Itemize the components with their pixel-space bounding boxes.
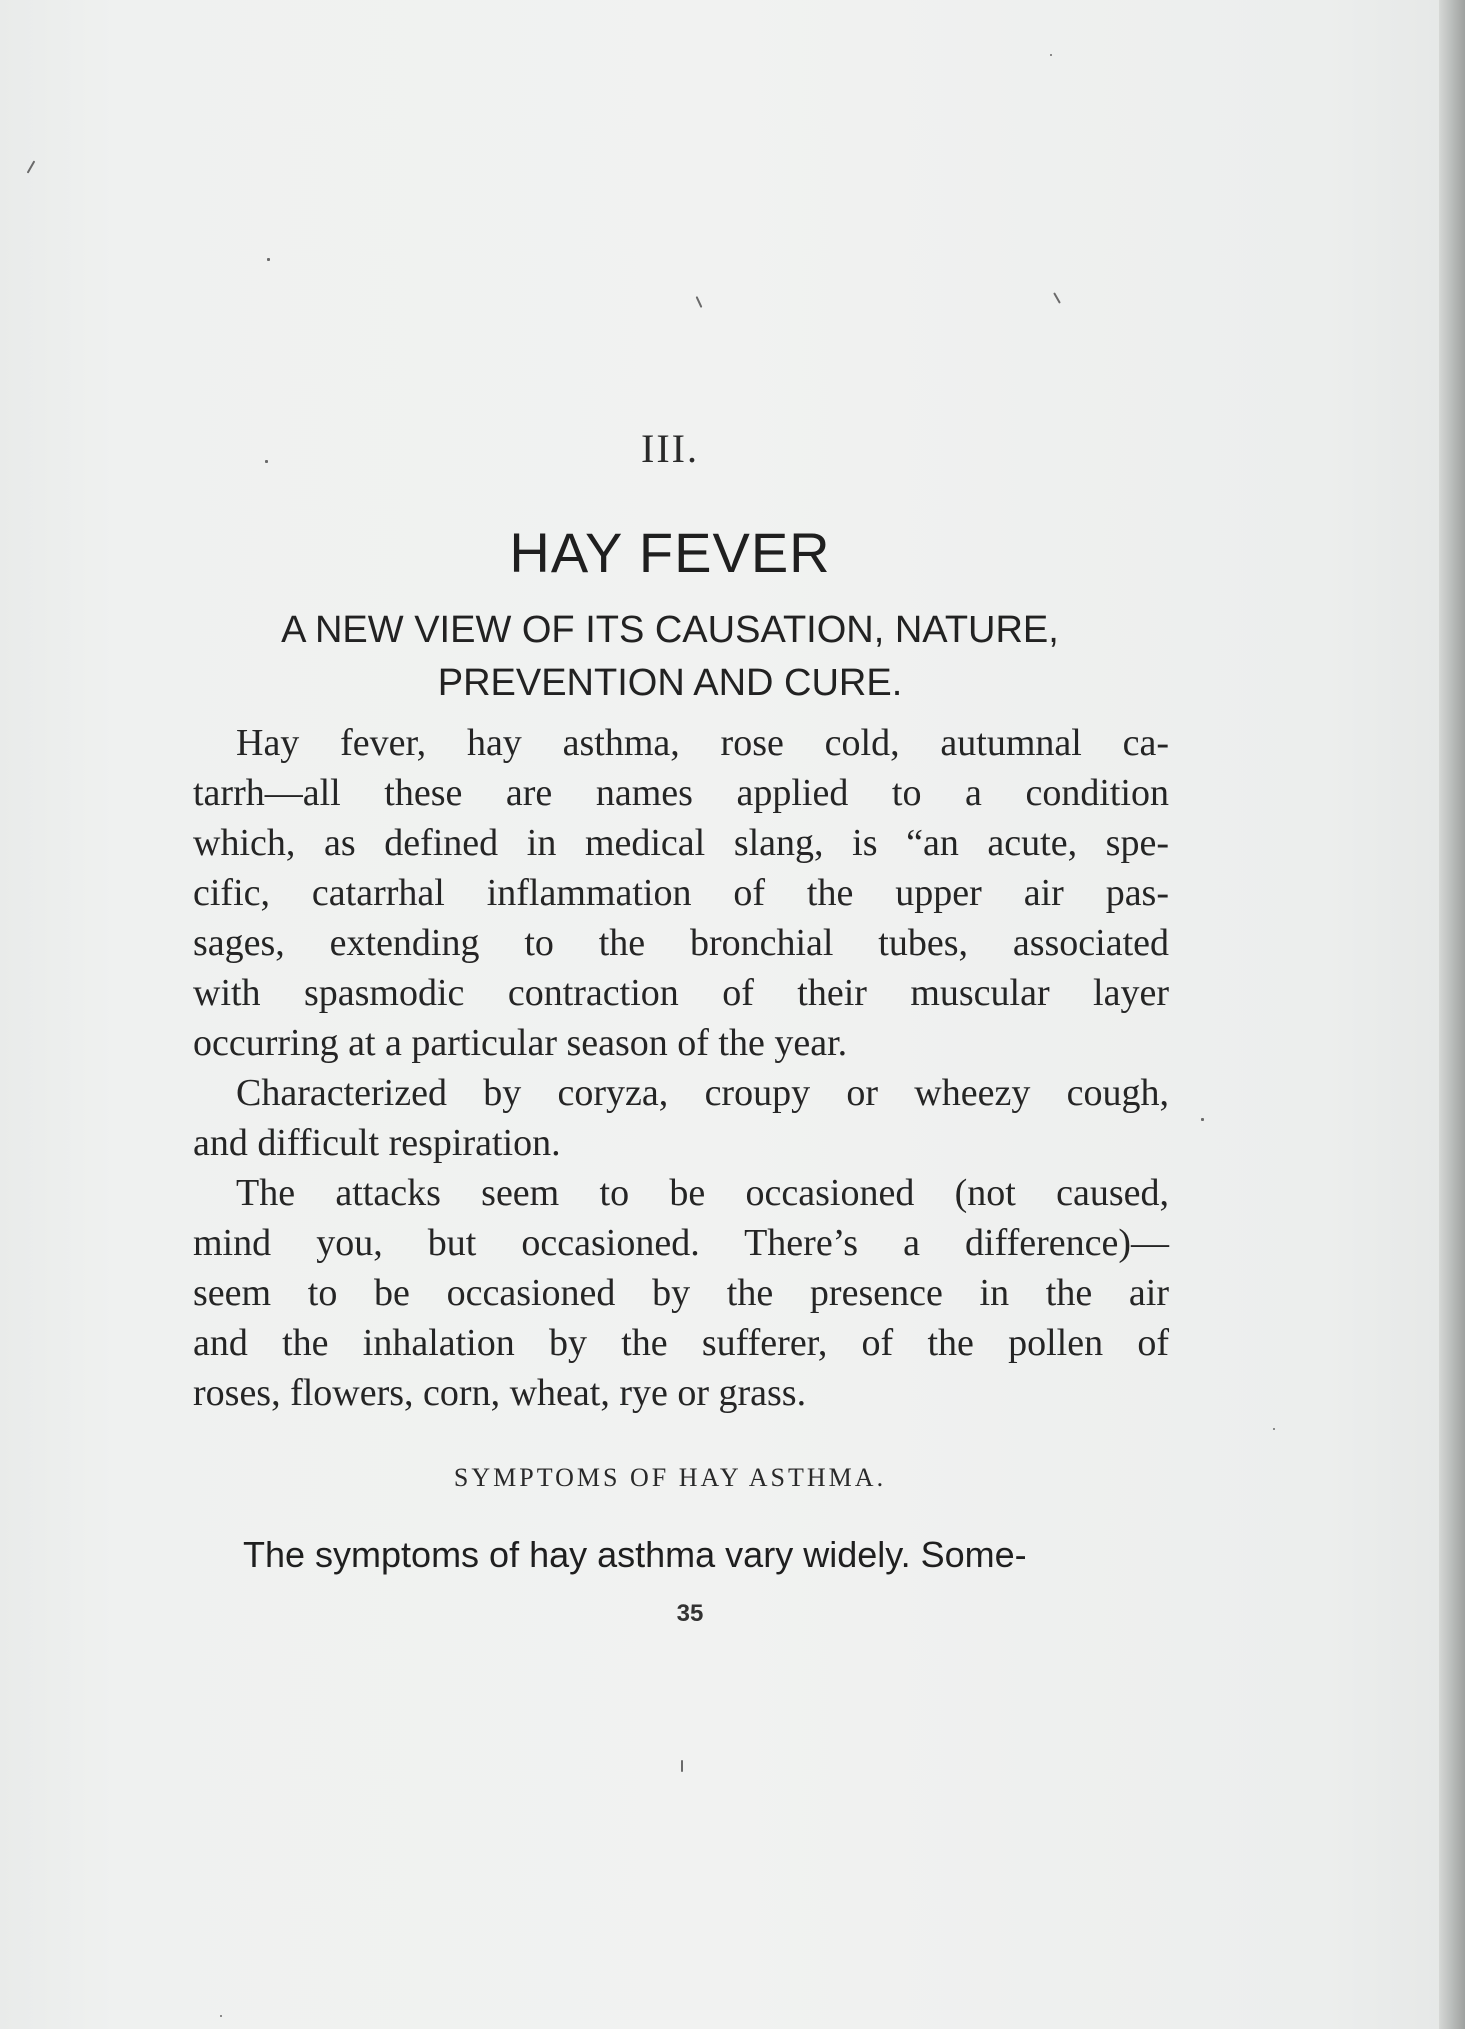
text-line: with spasmodic contraction of their muscular layer	[193, 972, 1169, 1014]
text-line: and the inhalation by the sufferer, of the pollen of	[193, 1322, 1169, 1364]
dust-speck	[681, 1760, 683, 1772]
page-spine-shadow	[1439, 0, 1465, 2029]
paragraph-3	[193, 1168, 1169, 1418]
dust-speck	[267, 258, 270, 261]
text-line: which, as defined in medical slang, is “an acute, spe-	[193, 822, 1169, 864]
text-line: The attacks seem to be occasioned (not caused,	[236, 1172, 1169, 1214]
text-line: Characterized by coryza, croupy or wheezy cough,	[236, 1072, 1169, 1114]
chapter-number: III.	[641, 426, 699, 471]
paragraph-1	[193, 718, 1169, 1068]
dust-speck	[220, 2015, 222, 2017]
text-line: Hay fever, hay asthma, rose cold, autumnal ca-	[236, 722, 1169, 764]
dust-speck	[1050, 54, 1052, 56]
text-line: tarrh—all these are names applied to a condition	[193, 772, 1169, 814]
text-line: sages, extending to the bronchial tubes, associated	[193, 922, 1169, 964]
text-line: mind you, but occasioned. There’s a difference)—	[193, 1222, 1169, 1264]
text-line: cific, catarrhal inflammation of the upper air pas-	[193, 872, 1169, 914]
text-line: occurring at a particular season of the year.	[193, 1022, 848, 1064]
dust-speck	[1273, 1428, 1275, 1430]
subtitle-line: A NEW VIEW OF ITS CAUSATION, NATURE,	[281, 609, 1059, 651]
dust-speck	[27, 160, 36, 173]
dust-speck	[696, 296, 703, 308]
paragraph-2	[193, 1068, 1169, 1168]
chapter-title: HAY FEVER	[509, 521, 831, 584]
text-line: roses, flowers, corn, wheat, rye or grass.	[193, 1372, 807, 1414]
chapter-subtitle	[180, 604, 1160, 710]
dust-speck	[1053, 292, 1061, 303]
text-line: and difficult respiration.	[193, 1122, 561, 1164]
subtitle-line: PREVENTION AND CURE.	[437, 662, 903, 704]
section-heading: SYMPTOMS OF HAY ASTHMA.	[453, 1463, 887, 1492]
dust-speck	[1201, 1118, 1204, 1121]
closing-text-line: The symptoms of hay asthma vary widely. Some-	[243, 1534, 1027, 1575]
page-number: 35	[676, 1600, 704, 1627]
text-line: seem to be occasioned by the presence in the air	[193, 1272, 1169, 1314]
